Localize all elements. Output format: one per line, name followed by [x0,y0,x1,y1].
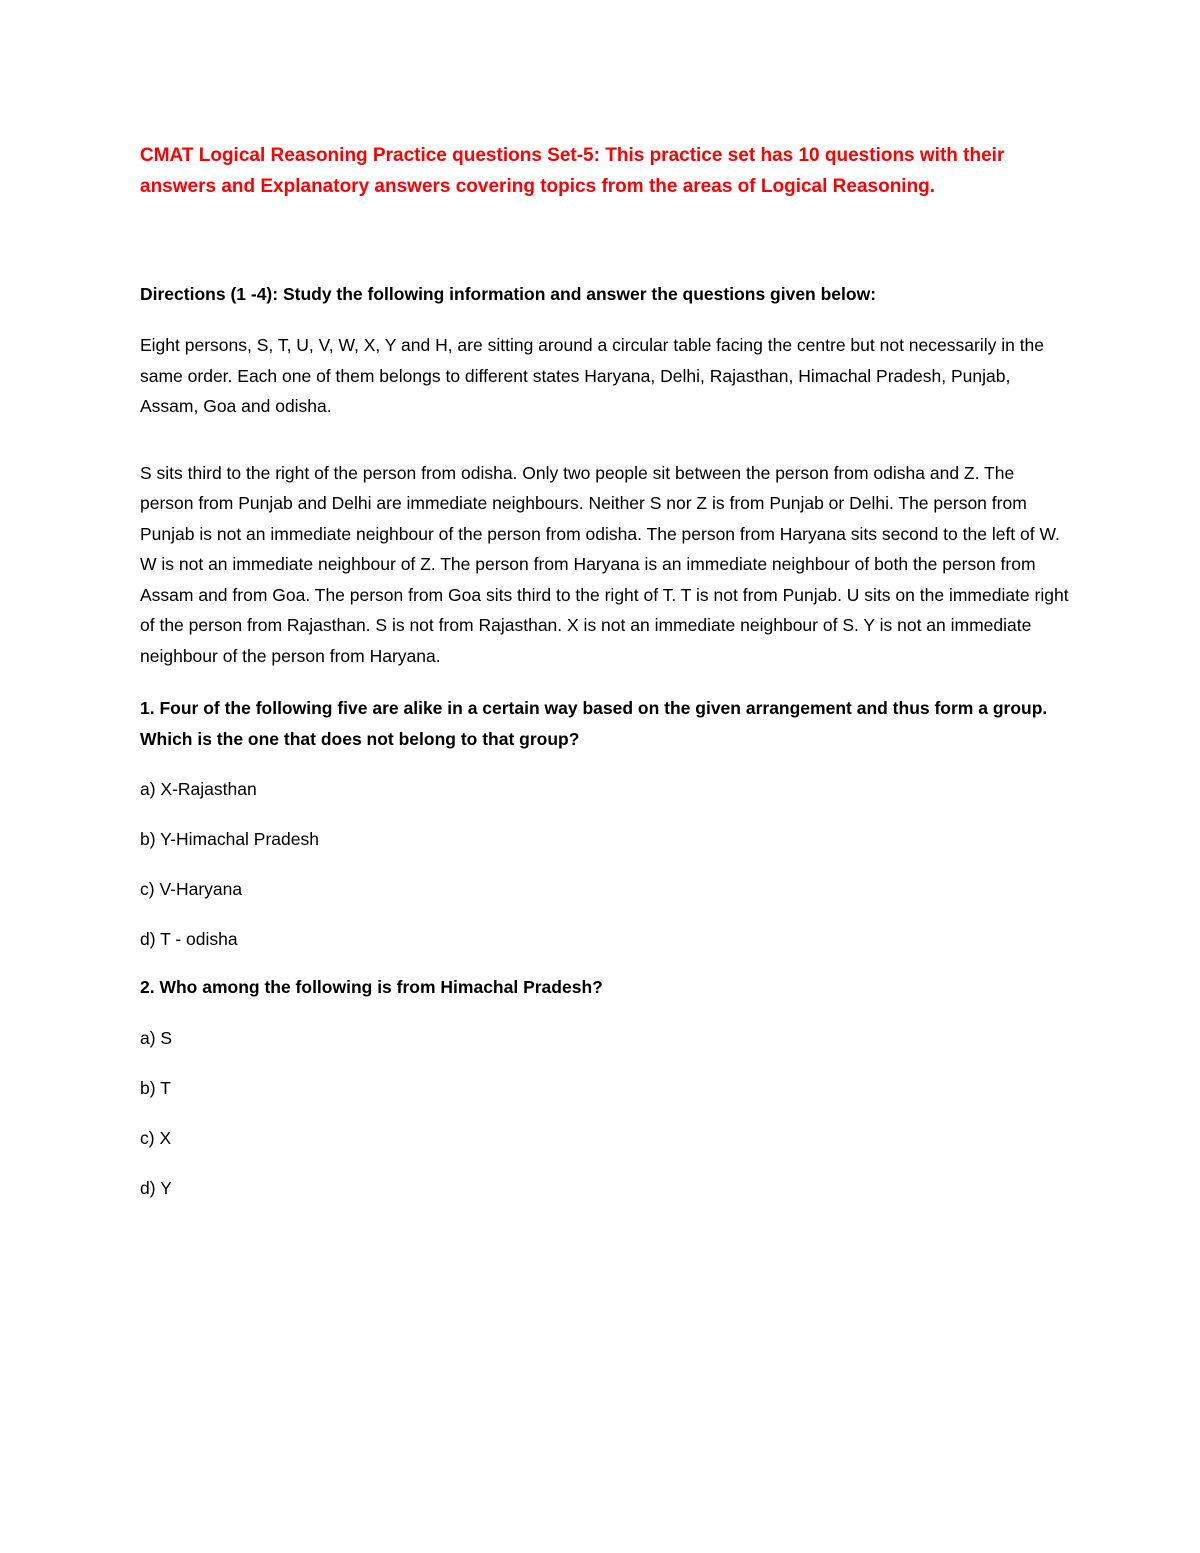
question-1-option-a: a) X-Rajasthan [140,779,257,799]
question-2 [140,972,1070,1203]
clues-paragraph: S sits third to the right of the person from odisha. Only two people sit between the person from odisha and Z. The person from Punjab and Delhi are immediate neighbours. Neither S nor Z is from Punjab or Delhi. The person from Punjab is not an immediate neighbour of the person from odisha. The person from Haryana sits second to the left of W. W is not an immediate neighbour of Z. The person from Haryana is an immediate neighbour of both the person from Assam and from Goa. The person from Goa sits third to the right of T. T is not from Punjab. U sits on the immediate right of the person from Rajasthan. S is not from Rajasthan. X is not an immediate neighbour of S. Y is not an immediate neighbour of the person from Haryana. [140,462,1069,666]
question-1-option-d: d) T - odisha [140,929,238,949]
question-2-option-b: b) T [140,1077,171,1098]
intro-paragraph: Eight persons, S, T, U, V, W, X, Y and H, are sitting around a circular table facing the centre but not necessarily in the same order. Each one of them belongs to different states Haryana, Delhi, Rajasthan, Himachal Pradesh, Punjab, Assam, Goa and odisha. [140,335,1045,416]
document-page [140,140,1070,1203]
question-2-option-a: a) S [140,1027,173,1048]
question-1 [140,693,1070,954]
question-2-text: 2. Who among the following is from Himachal Pradesh? [140,977,603,997]
question-1-option-b: b) Y-Himachal Pradesh [140,829,319,849]
document-title: CMAT Logical Reasoning Practice questions Set-5: This practice set has 10 questions with their answers and Explanatory answers covering topics from the areas of Logical Reasoning. [140,145,1005,197]
question-2-option-d: d) Y [140,1177,172,1198]
question-1-option-c: c) V-Haryana [140,879,243,899]
question-1-text: 1. Four of the following five are alike in a certain way based on the given arrangement and thus form a group. Which is the one that does not belong to that group? [140,698,1048,749]
directions-heading: Directions (1 -4): Study the following information and answer the questions given below: [140,284,877,304]
question-2-option-c: c) X [140,1127,172,1148]
